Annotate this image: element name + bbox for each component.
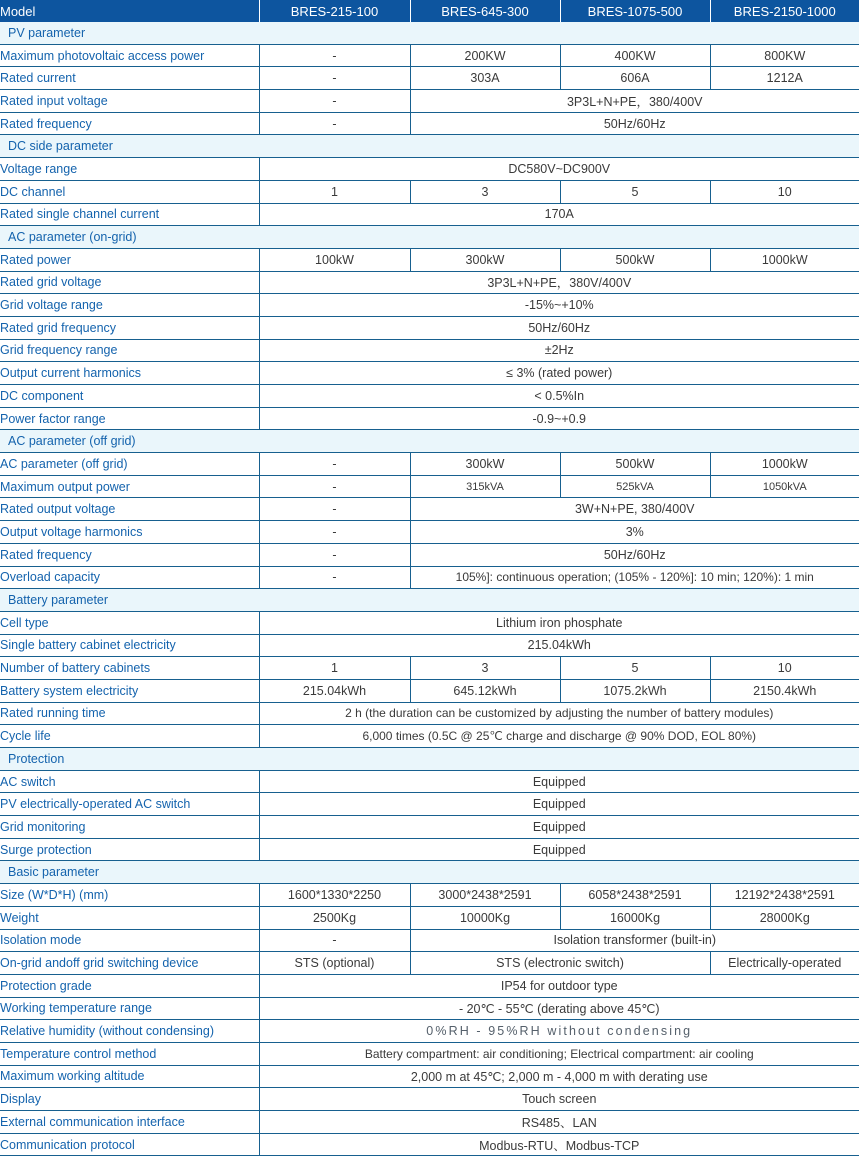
row-label: Voltage range — [0, 158, 259, 181]
table-header-row — [0, 0, 859, 22]
table-row — [0, 997, 859, 1020]
row-label: Working temperature range — [0, 997, 259, 1020]
table-row — [0, 679, 859, 702]
row-value: 606A — [560, 67, 710, 90]
row-value: -0.9~+0.9 — [259, 407, 859, 430]
section-header-row — [0, 589, 859, 612]
table-row — [0, 521, 859, 544]
row-value: 2500Kg — [259, 906, 410, 929]
row-value: 12192*2438*2591 — [710, 884, 859, 907]
table-row — [0, 1065, 859, 1088]
row-label: Rated current — [0, 67, 259, 90]
row-value: 3P3L+N+PE，380V/400V — [259, 271, 859, 294]
section-title: AC parameter (off grid) — [0, 430, 859, 453]
row-value: 28000Kg — [710, 906, 859, 929]
row-label: Rated grid voltage — [0, 271, 259, 294]
row-value: 3 — [410, 657, 560, 680]
table-row — [0, 90, 859, 113]
table-row — [0, 294, 859, 317]
row-value: 300kW — [410, 248, 560, 271]
row-value: 10000Kg — [410, 906, 560, 929]
row-value: 5 — [560, 657, 710, 680]
row-label: External communication interface — [0, 1111, 259, 1134]
table-row — [0, 203, 859, 226]
section-title: Basic parameter — [0, 861, 859, 884]
row-value: DC580V~DC900V — [259, 158, 859, 181]
row-value: 170A — [259, 203, 859, 226]
header-model-1: BRES-215-100 — [259, 0, 410, 22]
table-row — [0, 952, 859, 975]
row-value: - — [259, 566, 410, 589]
section-header-row — [0, 135, 859, 158]
row-value: - — [259, 67, 410, 90]
section-title: PV parameter — [0, 22, 859, 44]
row-value: - — [259, 475, 410, 498]
row-value: 5 — [560, 180, 710, 203]
row-label: Rated output voltage — [0, 498, 259, 521]
row-value: - — [259, 90, 410, 113]
table-row — [0, 316, 859, 339]
header-model-3: BRES-1075-500 — [560, 0, 710, 22]
row-value: 50Hz/60Hz — [410, 112, 859, 135]
table-row — [0, 180, 859, 203]
header-model-4: BRES-2150-1000 — [710, 0, 859, 22]
row-label: Rated grid frequency — [0, 316, 259, 339]
table-row — [0, 498, 859, 521]
row-value: 100kW — [259, 248, 410, 271]
table-row — [0, 158, 859, 181]
row-value: 1050kVA — [710, 475, 859, 498]
row-label: Isolation mode — [0, 929, 259, 952]
table-row — [0, 362, 859, 385]
table-row — [0, 1133, 859, 1156]
row-value: 215.04kWh — [259, 679, 410, 702]
row-value: 1000kW — [710, 248, 859, 271]
row-label: Maximum photovoltaic access power — [0, 44, 259, 67]
row-label: Rated power — [0, 248, 259, 271]
row-label: Cell type — [0, 611, 259, 634]
table-row — [0, 1020, 859, 1043]
row-value: Isolation transformer (built-in) — [410, 929, 859, 952]
row-value: 645.12kWh — [410, 679, 560, 702]
row-value: IP54 for outdoor type — [259, 974, 859, 997]
row-label: Overload capacity — [0, 566, 259, 589]
row-value: 1600*1330*2250 — [259, 884, 410, 907]
row-label: Battery system electricity — [0, 679, 259, 702]
table-row — [0, 339, 859, 362]
row-label: Surge protection — [0, 838, 259, 861]
table-row — [0, 838, 859, 861]
row-label: Rated frequency — [0, 112, 259, 135]
table-row — [0, 770, 859, 793]
row-value: 105%]: continuous operation; (105% - 120%]: 10 min; 120%): 1 min — [410, 566, 859, 589]
row-value: Touch screen — [259, 1088, 859, 1111]
row-label: Maximum working altitude — [0, 1065, 259, 1088]
row-value: 50Hz/60Hz — [259, 316, 859, 339]
row-label: Temperature control method — [0, 1042, 259, 1065]
section-title: Protection — [0, 748, 859, 771]
row-value: 400KW — [560, 44, 710, 67]
table-row — [0, 385, 859, 408]
row-label: Single battery cabinet electricity — [0, 634, 259, 657]
row-value: - — [259, 498, 410, 521]
table-row — [0, 1042, 859, 1065]
row-label: Rated running time — [0, 702, 259, 725]
row-label: DC component — [0, 385, 259, 408]
row-value: - — [259, 521, 410, 544]
row-value: -15%~+10% — [259, 294, 859, 317]
row-value: Equipped — [259, 770, 859, 793]
table-row — [0, 884, 859, 907]
row-value: - 20℃ - 55℃ (derating above 45℃) — [259, 997, 859, 1020]
row-label: Maximum output power — [0, 475, 259, 498]
row-label: DC channel — [0, 180, 259, 203]
row-value: 215.04kWh — [259, 634, 859, 657]
row-value: < 0.5%In — [259, 385, 859, 408]
row-value: - — [259, 453, 410, 476]
row-label: Communication protocol — [0, 1133, 259, 1156]
row-value: STS (optional) — [259, 952, 410, 975]
row-value: 500kW — [560, 453, 710, 476]
table-row — [0, 634, 859, 657]
table-row — [0, 475, 859, 498]
section-title: Battery parameter — [0, 589, 859, 612]
row-value: Equipped — [259, 816, 859, 839]
row-value: 3% — [410, 521, 859, 544]
row-value: 500kW — [560, 248, 710, 271]
row-value: 10 — [710, 180, 859, 203]
table-row — [0, 929, 859, 952]
row-label: Cycle life — [0, 725, 259, 748]
row-label: Protection grade — [0, 974, 259, 997]
row-value: 2 h (the duration can be customized by adjusting the number of battery modules) — [259, 702, 859, 725]
row-value: - — [259, 543, 410, 566]
section-header-row — [0, 226, 859, 249]
table-row — [0, 725, 859, 748]
row-label: On-grid andoff grid switching device — [0, 952, 259, 975]
table-row — [0, 407, 859, 430]
row-value: 200KW — [410, 44, 560, 67]
row-value: 6058*2438*2591 — [560, 884, 710, 907]
row-label: AC parameter (off grid) — [0, 453, 259, 476]
row-label: Relative humidity (without condensing) — [0, 1020, 259, 1043]
row-value: 1 — [259, 180, 410, 203]
table-row — [0, 702, 859, 725]
row-value: Lithium iron phosphate — [259, 611, 859, 634]
row-value: 16000Kg — [560, 906, 710, 929]
table-row — [0, 248, 859, 271]
row-value: 0%RH - 95%RH without condensing — [259, 1020, 859, 1043]
table-row — [0, 657, 859, 680]
section-header-row — [0, 748, 859, 771]
row-label: Power factor range — [0, 407, 259, 430]
row-label: Output current harmonics — [0, 362, 259, 385]
row-value: - — [259, 112, 410, 135]
row-value: 525kVA — [560, 475, 710, 498]
row-value: ±2Hz — [259, 339, 859, 362]
section-header-row — [0, 22, 859, 44]
table-row — [0, 271, 859, 294]
row-label: PV electrically-operated AC switch — [0, 793, 259, 816]
table-row — [0, 1111, 859, 1134]
row-value: 50Hz/60Hz — [410, 543, 859, 566]
row-value: 300kW — [410, 453, 560, 476]
table-row — [0, 906, 859, 929]
row-value: 10 — [710, 657, 859, 680]
row-label: Grid monitoring — [0, 816, 259, 839]
row-label: AC switch — [0, 770, 259, 793]
table-row — [0, 566, 859, 589]
row-value: 6,000 times (0.5C @ 25℃ charge and discharge @ 90% DOD, EOL 80%) — [259, 725, 859, 748]
table-row — [0, 67, 859, 90]
row-label: Grid frequency range — [0, 339, 259, 362]
row-value: 3 — [410, 180, 560, 203]
row-value: 2,000 m at 45℃; 2,000 m - 4,000 m with derating use — [259, 1065, 859, 1088]
row-value: RS485、LAN — [259, 1111, 859, 1134]
table-row — [0, 611, 859, 634]
row-label: Number of battery cabinets — [0, 657, 259, 680]
table-row — [0, 44, 859, 67]
row-label: Rated input voltage — [0, 90, 259, 113]
row-value: 1 — [259, 657, 410, 680]
row-value: Electrically-operated — [710, 952, 859, 975]
row-value: - — [259, 44, 410, 67]
table-row — [0, 112, 859, 135]
row-value: - — [259, 929, 410, 952]
section-header-row — [0, 430, 859, 453]
row-value: 303A — [410, 67, 560, 90]
row-value: Equipped — [259, 793, 859, 816]
row-label: Weight — [0, 906, 259, 929]
row-label: Output voltage harmonics — [0, 521, 259, 544]
row-value: Modbus-RTU、Modbus-TCP — [259, 1133, 859, 1156]
row-value: 800KW — [710, 44, 859, 67]
row-label: Rated frequency — [0, 543, 259, 566]
section-title: AC parameter (on-grid) — [0, 226, 859, 249]
row-value: Battery compartment: air conditioning; Electrical compartment: air cooling — [259, 1042, 859, 1065]
row-value: STS (electronic switch) — [410, 952, 710, 975]
row-value: 1212A — [710, 67, 859, 90]
section-title: DC side parameter — [0, 135, 859, 158]
row-value: 315kVA — [410, 475, 560, 498]
table-row — [0, 543, 859, 566]
section-header-row — [0, 861, 859, 884]
row-label: Grid voltage range — [0, 294, 259, 317]
table-row — [0, 816, 859, 839]
row-value: 2150.4kWh — [710, 679, 859, 702]
row-value: ≤ 3% (rated power) — [259, 362, 859, 385]
row-value: 3000*2438*2591 — [410, 884, 560, 907]
row-value: 3W+N+PE, 380/400V — [410, 498, 859, 521]
row-label: Display — [0, 1088, 259, 1111]
row-label: Rated single channel current — [0, 203, 259, 226]
row-label: Size (W*D*H) (mm) — [0, 884, 259, 907]
table-row — [0, 793, 859, 816]
row-value: 1075.2kWh — [560, 679, 710, 702]
header-model-2: BRES-645-300 — [410, 0, 560, 22]
row-value: 3P3L+N+PE，380/400V — [410, 90, 859, 113]
table-row — [0, 453, 859, 476]
row-value: Equipped — [259, 838, 859, 861]
table-row — [0, 974, 859, 997]
row-value: 1000kW — [710, 453, 859, 476]
table-row — [0, 1088, 859, 1111]
header-model-label: Model — [0, 0, 259, 22]
